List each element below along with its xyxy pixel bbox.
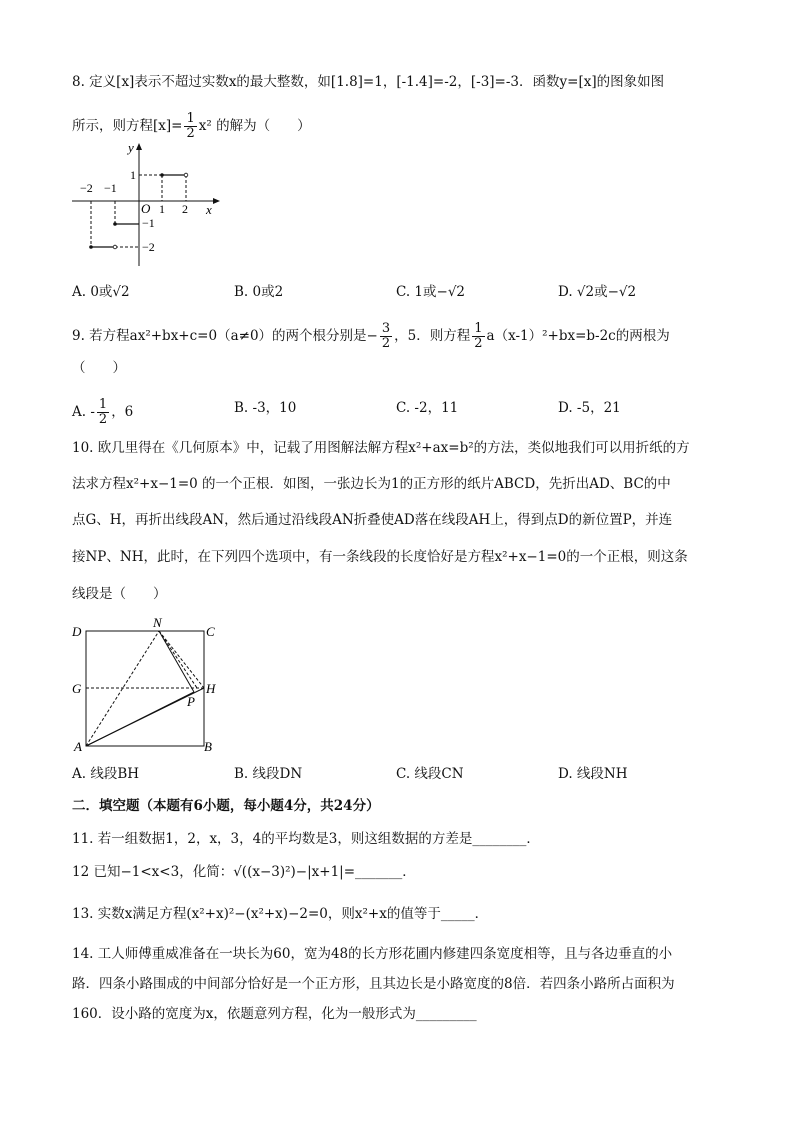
q9-fraction-2: $\frac{1}{2}$	[474, 321, 483, 351]
q9-option-d: D. -5，21	[558, 400, 621, 416]
q10-option-a: A. 线段BH	[72, 766, 140, 782]
segment-nh	[159, 631, 204, 688]
q10-option-c: C. 线段CN	[396, 766, 464, 782]
q8-line2	[72, 112, 311, 141]
q9-option-a-fraction: $\frac{1}{2}$	[98, 397, 108, 427]
q9-line2: （ ）	[72, 360, 126, 376]
q13: 13. 实数x满足方程(x²+x)²−(x²+x)−2=0，则x²+x的值等于_____．	[72, 906, 489, 922]
origin-label: O	[141, 201, 151, 216]
q11: 11. 若一组数据1，2，x，3，4的平均数是3，则这组数据的方差是________．	[72, 831, 540, 847]
q8-option-d: D. √2或−√2	[558, 284, 637, 300]
y-axis-label: y	[128, 140, 134, 155]
label-h: H	[206, 681, 216, 696]
x-axis-label: x	[206, 202, 212, 217]
label-a: A	[74, 739, 82, 754]
x-axis-arrow	[213, 198, 220, 204]
q9-line1: 9. 若方程ax²+bx+c=0（a≠0）的两个根分别是− $\frac{3}{2}$ ，5．则方程 $\frac{1}{2}$ a（x-1）²+bx=b-2c的两根为	[72, 321, 670, 351]
x-tick-neg2: −2	[80, 181, 93, 195]
q10-option-b: B. 线段DN	[234, 766, 303, 782]
folding-square-figure	[66, 614, 226, 758]
label-p: P	[187, 694, 195, 709]
q9-fraction-1: $\frac{3}{2}$	[381, 321, 391, 351]
q14-line2: 路．四条小路围成的中间部分恰好是一个正方形，且其边长是小路宽度的8倍．若四条小路所占面积为	[72, 976, 675, 992]
q8-line1: 8. 定义[x]表示不超过实数x的最大整数，如[1.8]=1，[-1.4]=-2，[-3]=-3．函数y=[x]的图象如图	[72, 74, 665, 90]
q8-line2-a: 所示，则方程[x]=	[72, 118, 183, 134]
label-g: G	[72, 681, 82, 696]
segment-np	[159, 631, 194, 692]
q8-line2-b: x² 的解为（ ）	[198, 118, 311, 134]
section-2-heading: 二．填空题（本题有6小题，每小题4分，共24分）	[72, 798, 380, 814]
q10-line4: 接NP、NH，此时，在下列四个选项中，有一条线段的长度恰好是方程x²+x−1=0的一个正根，则这条	[72, 549, 688, 565]
label-b: B	[204, 739, 212, 754]
q10-line3: 点G、H，再折出线段AN，然后通过沿线段AN折叠使AD落在线段AH上，得到点D的新位置P，并连	[72, 512, 673, 528]
y-tick-neg1: −1	[142, 216, 155, 230]
segment-ap	[86, 692, 194, 746]
q14-line3: 160．设小路的宽度为x，依题意列方程，化为一般形式为_________	[72, 1006, 477, 1022]
q12: 12 已知−1<x<3，化简：√((x−3)²)−|x+1|=_______．	[72, 864, 416, 880]
floor-function-graph	[70, 140, 230, 270]
y-tick-neg2: −2	[142, 240, 155, 254]
q12-radical-expression: √((x−3)²)−|x+1|=	[233, 864, 356, 880]
q9-option-c: C. -2，11	[396, 400, 459, 416]
x-tick-2: 2	[182, 202, 188, 216]
x-tick-neg1: −1	[104, 181, 117, 195]
q8-option-b: B. 0或2	[234, 284, 284, 300]
q9-option-b: B. -3，10	[234, 400, 297, 416]
y-tick-1: 1	[130, 168, 136, 182]
label-d: D	[72, 624, 82, 639]
q10-line2: 法求方程x²+x−1=0 的一个正根．如图，一张边长为1的正方形的纸片ABCD，先折出AD、BC的中	[72, 476, 671, 492]
segment-nh-2	[159, 631, 197, 688]
q14-line1: 14. 工人师傅重威准备在一块长为60，宽为48的长方形花圃内修建四条宽度相等，且与各边垂直的小	[72, 946, 673, 962]
q9-option-a: A. - $\frac{1}{2}$ ，6	[72, 397, 134, 427]
label-c: C	[206, 624, 215, 639]
x-tick-1: 1	[159, 202, 165, 216]
q10-line5: 线段是（ ）	[72, 586, 167, 602]
q8-option-a: A. 0或√2	[72, 284, 130, 300]
q8-fraction: $\frac{1}{2}$	[186, 111, 195, 141]
q8-option-c: C. 1或−√2	[396, 284, 466, 300]
q10-option-d: D. 线段NH	[558, 766, 628, 782]
q10-line1: 10. 欧几里得在《几何原本》中，记载了用图解法解方程x²+ax=b²的方法，类似地我们可以用折纸的方	[72, 440, 690, 456]
label-n: N	[153, 615, 162, 630]
y-axis-arrow	[136, 143, 142, 150]
